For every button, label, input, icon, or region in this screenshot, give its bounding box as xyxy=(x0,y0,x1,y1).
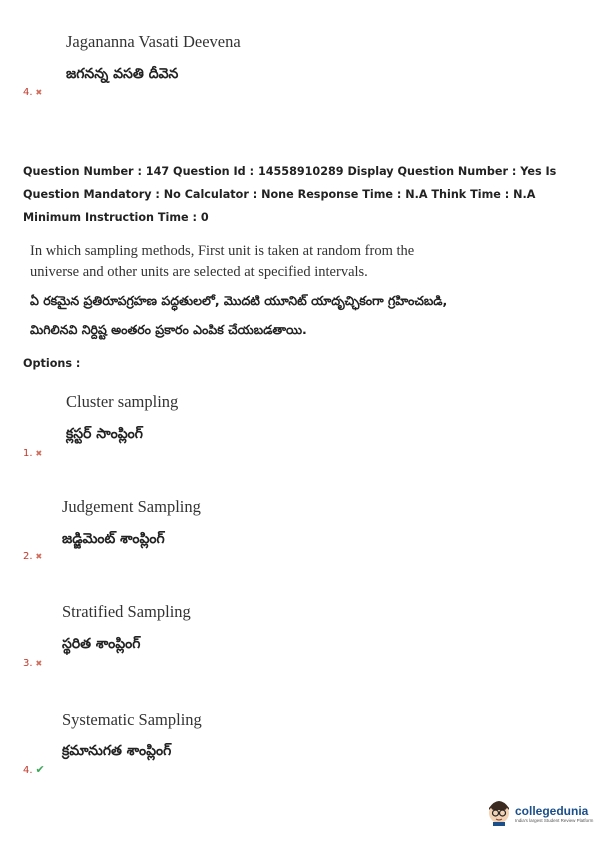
option-number: 1. xyxy=(23,448,33,459)
prev-option-english: Jagananna Vasati Deevena xyxy=(66,32,241,51)
option-4-marker xyxy=(23,760,45,778)
question-meta: Question Number : 147 Question Id : 14558910289 Display Question Number : Yes Is Question Mandatory : No Calculator : None Response Time : N.A Think Time : N.A Minimum Instruction Time : 0 xyxy=(23,165,557,224)
logo-text xyxy=(515,804,593,823)
option-2-english: Judgement Sampling xyxy=(62,497,201,516)
cross-icon: ✖ xyxy=(35,659,43,668)
option-1-marker xyxy=(23,443,42,461)
cross-icon: ✖ xyxy=(35,88,43,97)
option-number: 2. xyxy=(23,551,33,562)
option-3-english: Stratified Sampling xyxy=(62,602,191,621)
option-2-marker xyxy=(23,546,42,564)
option-4-english: Systematic Sampling xyxy=(62,710,202,729)
question-telugu-line: ఏ రకమైన ప్రతిరూపగ్రహణ పద్ధతులలో, మొదటి యూనిట్ యాదృచ్ఛికంగా గ్రహించబడి, xyxy=(30,293,448,308)
option-number: 4. xyxy=(23,87,33,98)
option-1-english: Cluster sampling xyxy=(66,392,179,411)
question-text-english: In which sampling methods, First unit is taken at random from the universe and other units are selected at specified intervals. xyxy=(30,243,415,280)
cross-icon: ✖ xyxy=(35,552,43,561)
option-3-telugu: స్థరిత శాంప్లింగ్ xyxy=(62,636,141,652)
prev-option-marker xyxy=(23,82,42,100)
option-number: 4. xyxy=(23,765,33,776)
mascot-icon xyxy=(487,800,511,826)
option-3-marker xyxy=(23,653,42,671)
option-4-telugu: క్రమానుగత శాంప్లింగ్ xyxy=(62,743,172,759)
option-number: 3. xyxy=(23,658,33,669)
option-2-telugu: జడ్జిమెంట్ శాంప్లింగ్ xyxy=(62,531,165,547)
cross-icon: ✖ xyxy=(35,449,43,458)
collegedunia-logo xyxy=(487,800,593,826)
checkmark-icon: ✔ xyxy=(35,764,45,776)
brand-name: collegedunia xyxy=(515,803,589,818)
option-1-telugu: క్లస్టర్ సాంప్లింగ్ xyxy=(66,426,143,442)
brand-tagline: India's largest Student Review Platform xyxy=(515,817,594,823)
question-telugu-line: మిగిలినవి నిర్దిష్ట అంతరం ప్రకారం ఎంపిక చేయబడతాయి. xyxy=(30,322,307,337)
question-text-telugu xyxy=(30,286,510,344)
prev-option-telugu: జగనన్న వసతి దీవెన xyxy=(66,66,179,82)
options-label: Options : xyxy=(23,357,81,370)
